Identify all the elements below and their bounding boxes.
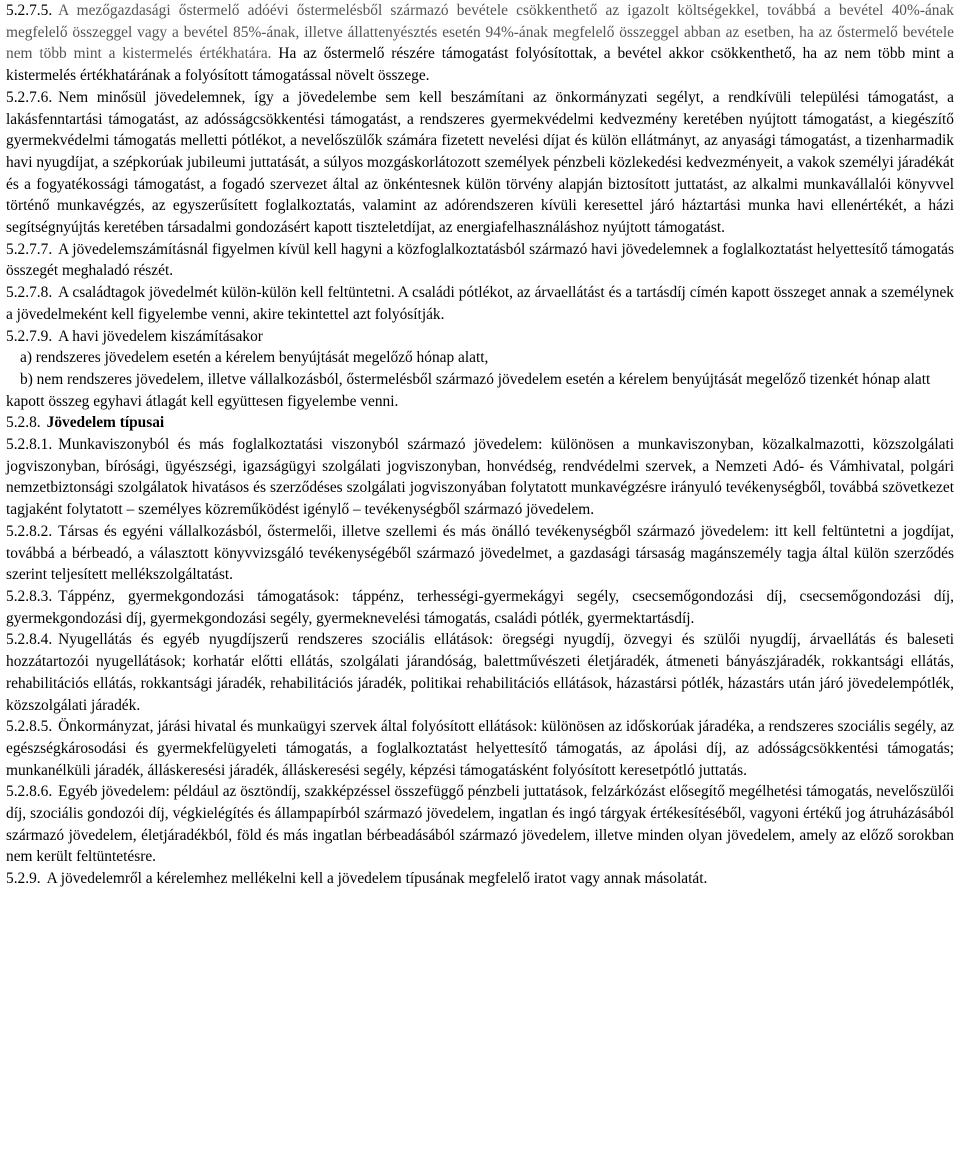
section-number: 5.2.8.4. <box>6 631 53 649</box>
section-number: 5.2.7.7. <box>6 240 53 258</box>
paragraph-5-2-8-1 <box>6 434 954 521</box>
section-heading-5-2-8 <box>6 412 954 434</box>
paragraph-5-2-8-3 <box>6 586 954 629</box>
paragraph-5-2-7-5 <box>6 0 954 87</box>
paragraph-text: Nyugellátás és egyéb nyugdíjszerű rendszeres szociális ellátások: öregségi nyugdíj, özvegyi és szülői nyugdíj, árvaellátás és baleseti hozzátartozói nyugellátások; korhatár előtti ellátás, szolgálati járandóság, balettművészeti életjáradék, átmeneti bányászjáradék, rokkantsági ellátás, rehabilitációs ellátás, rokkantsági járadék, rehabilitációs járadék, politikai rehabilitációs ellátások, házastársi pótlék, házastárs után járó jövedelempótlék, közszolgálati járadék. <box>6 631 954 714</box>
paragraph-text: A havi jövedelem kiszámításakor <box>58 327 263 345</box>
paragraph-text: A mezőgazdasági őstermelő adóévi őstermelésből származó bevétele csökkenthető az igazolt költségekkel, továbbá a bevétel 40%-ának megfelelő összeggel vagy a bevétel 85%-ának, illetve állattenyésztés esetén 94%-ának megfelelő összeggel abban az esetben, ha az őstermelő bevétele nem több mint a kistermelés értékhatára. <box>6 2 954 63</box>
section-number: 5.2.7.6. <box>6 88 53 106</box>
paragraph-5-2-8-5 <box>6 716 954 781</box>
section-number: 5.2.8.3. <box>6 587 53 605</box>
section-number: 5.2.8.6. <box>6 783 53 801</box>
paragraph-5-2-7-6 <box>6 87 954 239</box>
section-number: 5.2.7.8. <box>6 284 53 302</box>
section-number: 5.2.7.5. <box>6 2 53 19</box>
paragraph-text: Táppénz, gyermekgondozási támogatások: táppénz, terhességi-gyermekágyi segély, csecsemőgondozási díj, csecsemőgondozási díj, gyermekgondozási díj, gyermekgondozási segély, gyermeknevelési támogatás, családi pótlék, gyermektartásdíj. <box>6 587 954 627</box>
paragraph-closing <box>6 391 954 413</box>
paragraph-text: kapott összeg egyhavi átlagát kell együttesen figyelembe venni. <box>6 392 399 410</box>
section-number: 5.2.8.5. <box>6 718 53 736</box>
section-heading: Jövedelem típusai <box>46 414 165 432</box>
section-number: 5.2.8. <box>6 414 41 432</box>
list-item-b <box>6 369 954 391</box>
list-item-text: a) rendszeres jövedelem esetén a kérelem benyújtását megelőző hónap alatt, <box>20 349 489 367</box>
paragraph-5-2-8-2 <box>6 521 954 586</box>
paragraph-text: Önkormányzat, járási hivatal és munkaügyi szervek által folyósított ellátások: különösen az időskorúak járadéka, a rendszeres szociális segély, az egészségkárosodási és gyermekfelügyeleti támogatás, a foglalkoztatást helyettesítő támogatás, az ápolási díj, az adósságcsökkentési támogatás; munkanélküli járadék, álláskeresési járadék, álláskeresési segély, képzési támogatásként folyósított keresetpótló juttatás. <box>6 718 954 779</box>
paragraph-text: Nem minősül jövedelemnek, így a jövedelembe sem kell beszámítani az önkormányzati segélyt, a rendkívüli települési támogatást, a lakásfenntartási támogatást, az adósságcsökkentési támogatást, a rendszeres gyermekvédelmi kedvezmény keretében nyújtott támogatást, a kiegészítő gyermekvédelmi támogatás melletti pótlékot, a nevelőszülők számára fizetett nevelési díjat és külön ellátmányt, az anyasági támogatást, a tizenharmadik havi nyugdíjat, a szépkorúak jubileumi juttatását, a súlyos mozgáskorlátozott személyek pénzbeli közlekedési kedvezményeit, a vakok személyi járadékát és a fogyatékossági támogatást, a fogadó szervezet által az önkéntesnek külön törvény alapján biztosított juttatást, az alkalmi munkavállalói könyvvel történő munkavégzés, az egyszerűsített foglalkoztatás, valamint az adórendszeren kívüli keresettel járó háztartási munka havi ellenértékét, a házi segítségnyújtás keretében társadalmi gondozásért kapott tiszteletdíjat, az energiafelhasználáshoz nyújtott támogatást. <box>6 88 954 237</box>
paragraph-text: A jövedelemszámításnál figyelmen kívül kell hagyni a közfoglalkoztatásból származó havi jövedelemnek a foglalkoztatást helyettesítő támogatás összegét meghaladó részét. <box>6 240 954 280</box>
paragraph-text: Társas és egyéni vállalkozásból, őstermelői, illetve szellemi és más önálló tevékenységből származó jövedelem: itt kell feltüntetni a jogdíjat, továbbá a bérbeadó, a választott könyvvizsgáló tevékenységéből származó jövedelmet, a gazdasági társaság magánszemély tagja által külön szerződés szerint teljesített mellékszolgáltatást. <box>6 522 954 584</box>
list-item-a <box>6 347 954 369</box>
paragraph-text: Munkaviszonyból és más foglalkoztatási viszonyból származó jövedelem: különösen a munkaviszonyban, közalkalmazotti, közszolgálati jogviszonyban, bírósági, ügyészségi, igazságügyi szolgálati jogviszonyban, honvédség, rendvédelmi szervek, a Nemzeti Adó- és Vámhivatal, polgári nemzetbiztonsági szolgálatok hivatásos és szerződéses szolgálati jogviszonyában folytatott munkavégzésre irányuló tevékenységből, továbbá szövetkezet tagjaként folytatott – személyes közreműködést igénylő – tevékenységből származó jövedelem. <box>6 436 954 519</box>
paragraph-5-2-7-8 <box>6 282 954 325</box>
section-number: 5.2.8.2. <box>6 522 53 540</box>
section-number: 5.2.8.1. <box>6 436 53 454</box>
paragraph-5-2-7-7 <box>6 239 954 282</box>
paragraph-5-2-7-9 <box>6 326 954 348</box>
list-item-text: b) nem rendszeres jövedelem, illetve vállalkozásból, őstermelésből származó jövedelem esetén a kérelem benyújtását megelőző tizenkét hónap alatt <box>20 370 931 388</box>
paragraph-text: A családtagok jövedelmét külön-külön kell feltüntetni. A családi pótlékot, az árvaellátást és a tartásdíj címén kapott összeget annak a személynek a jövedelmeként kell figyelembe venni, akire tekintettel azt folyósítják. <box>6 284 954 323</box>
paragraph-text: A jövedelemről a kérelemhez mellékelni kell a jövedelem típusának megfelelő iratot vagy annak másolatát. <box>46 870 708 888</box>
paragraph-text-continued: Ha az őstermelő részére támogatást folyósítottak, a bevétel akkor csökkenthető, ha az nem több mint a kistermelés értékhatárának a folyósított támogatással növelt összege. <box>6 45 955 85</box>
paragraph-5-2-9 <box>6 868 954 890</box>
paragraph-5-2-8-4 <box>6 629 954 716</box>
section-number: 5.2.7.9. <box>6 327 53 345</box>
paragraph-text: Egyéb jövedelem: például az ösztöndíj, szakképzéssel összefüggő pénzbeli juttatások, felzárkózást elősegítő megélhetési támogatás, nevelőszülői díj, szociális gondozói díj, végkielégítés és állampapírból származó jövedelem, ingatlan és ingó tárgyak értékesítéséből, vagyoni értékű jog átruházásából származó jövedelem, életjáradékból, föld és más ingatlan bérbeadásából származó jövedelem, illetve minden olyan jövedelem, amely az előző sorokban nem került feltüntetésre. <box>6 783 954 866</box>
paragraph-5-2-8-6 <box>6 781 954 868</box>
section-number: 5.2.9. <box>6 870 41 888</box>
